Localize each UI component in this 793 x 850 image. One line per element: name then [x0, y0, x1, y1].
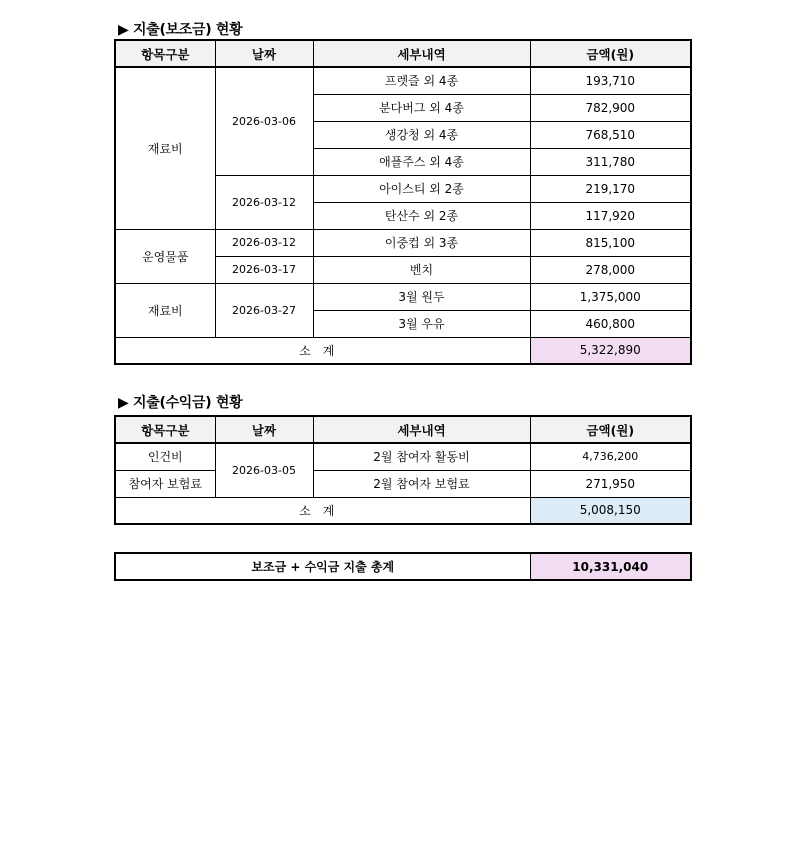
amount-cell: 219,170 — [530, 175, 691, 202]
category-cell: 재료비 — [115, 283, 215, 337]
header-detail: 세부내역 — [313, 416, 530, 443]
category-cell: 인건비 — [115, 443, 215, 470]
header-amount: 금액(원) — [530, 40, 691, 67]
header-category: 항목구분 — [115, 416, 215, 443]
detail-cell: 2월 참여자 활동비 — [313, 443, 530, 470]
subsidy-table — [114, 39, 692, 365]
amount-cell: 460,800 — [530, 310, 691, 337]
table-row — [115, 470, 691, 497]
grand-total-table — [114, 552, 692, 581]
amount-cell: 1,375,000 — [530, 283, 691, 310]
header-category: 항목구분 — [115, 40, 215, 67]
date-cell: 2026-03-12 — [215, 175, 313, 229]
amount-cell: 782,900 — [530, 94, 691, 121]
date-cell: 2026-03-17 — [215, 256, 313, 283]
subtotal-row — [115, 337, 691, 364]
table-row — [115, 443, 691, 470]
table-row — [115, 283, 691, 310]
detail-cell: 생강청 외 4종 — [313, 121, 530, 148]
amount-cell: 768,510 — [530, 121, 691, 148]
subtotal-label: 소계 — [115, 497, 530, 524]
category-cell: 운영물품 — [115, 229, 215, 283]
date-cell: 2026-03-06 — [215, 67, 313, 175]
header-detail: 세부내역 — [313, 40, 530, 67]
header-date: 날짜 — [215, 416, 313, 443]
subtotal-label: 소계 — [115, 337, 530, 364]
amount-cell: 117,920 — [530, 202, 691, 229]
grand-total-label: 보조금 + 수익금 지출 총계 — [115, 553, 530, 580]
category-cell: 참여자 보험료 — [115, 470, 215, 497]
category-cell: 재료비 — [115, 67, 215, 229]
header-amount: 금액(원) — [530, 416, 691, 443]
detail-cell: 3월 원두 — [313, 283, 530, 310]
detail-cell: 탄산수 외 2종 — [313, 202, 530, 229]
table-header-row — [115, 40, 691, 67]
subsidy-section-title: ▶ 지출(보조금) 현황 — [118, 22, 243, 38]
amount-cell: 278,000 — [530, 256, 691, 283]
subtotal-amount: 5,322,890 — [530, 337, 691, 364]
amount-cell: 4,736,200 — [530, 443, 691, 470]
grand-total-amount: 10,331,040 — [530, 553, 691, 580]
date-cell: 2026-03-12 — [215, 229, 313, 256]
date-cell: 2026-03-27 — [215, 283, 313, 337]
detail-cell: 분다버그 외 4종 — [313, 94, 530, 121]
detail-cell: 3월 우유 — [313, 310, 530, 337]
date-cell: 2026-03-05 — [215, 443, 313, 497]
detail-cell: 벤치 — [313, 256, 530, 283]
subtotal-amount: 5,008,150 — [530, 497, 691, 524]
detail-cell: 애플주스 외 4종 — [313, 148, 530, 175]
income-section-title: ▶ 지출(수익금) 현황 — [118, 395, 243, 411]
detail-cell: 프렛즐 외 4종 — [313, 67, 530, 94]
grand-total-row — [115, 553, 691, 580]
amount-cell: 311,780 — [530, 148, 691, 175]
detail-cell: 2월 참여자 보험료 — [313, 470, 530, 497]
header-date: 날짜 — [215, 40, 313, 67]
table-header-row — [115, 416, 691, 443]
amount-cell: 271,950 — [530, 470, 691, 497]
detail-cell: 아이스티 외 2종 — [313, 175, 530, 202]
income-table — [114, 415, 692, 525]
amount-cell: 193,710 — [530, 67, 691, 94]
subtotal-row — [115, 497, 691, 524]
table-row — [115, 229, 691, 256]
table-row — [115, 67, 691, 94]
detail-cell: 이중컵 외 3종 — [313, 229, 530, 256]
amount-cell: 815,100 — [530, 229, 691, 256]
